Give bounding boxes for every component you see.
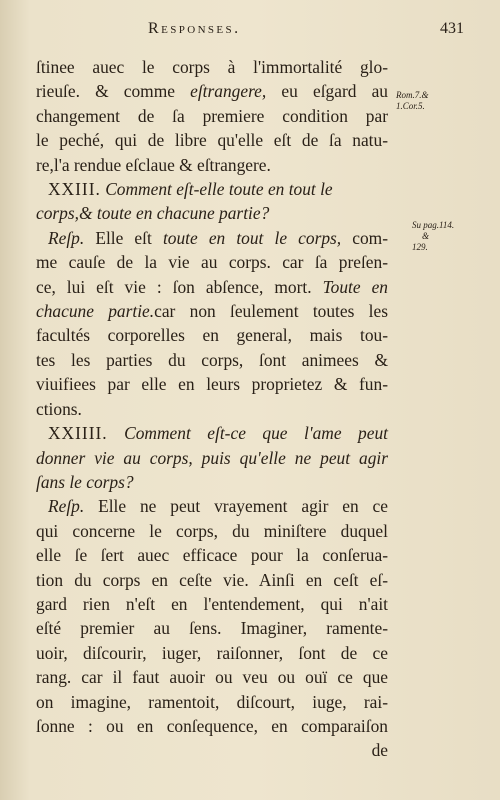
text-line: ſonne : ou en conſequence, en comparaiſon bbox=[36, 715, 388, 736]
text-line: rang. car il faut auoir ou veu ou ouï ce que bbox=[36, 667, 388, 688]
text-line: le peché, qui de libre qu'elle eſt de ſa natu- bbox=[36, 130, 388, 151]
resp-label: Reſp. bbox=[48, 496, 85, 517]
text-line: eſté premier au ſens. Imaginer, ramente- bbox=[36, 618, 388, 639]
catchword: de bbox=[371, 740, 388, 761]
text-line: rieuſe. & comme eſtrangere, eu eſgard au bbox=[36, 81, 388, 102]
text-line: qui concerne le corps, du miniſtere duquel bbox=[36, 520, 388, 541]
running-head: Responses. bbox=[148, 20, 241, 37]
text-line: uoir, diſcourir, iuger, raiſonner, ſont de ce bbox=[36, 642, 388, 663]
text-line: viuifiees par elle en leurs proprietez & fun- bbox=[36, 374, 388, 395]
text-line: on imagine, ramentoit, diſcourt, iuge, rai- bbox=[36, 691, 388, 712]
response-line: Reſp. Elle eſt toute en tout le corps, com- bbox=[48, 227, 388, 248]
response-line: Reſp. Elle ne peut vrayement agir en ce bbox=[48, 496, 388, 517]
question-24-line: donner vie au corps, puis qu'elle ne peut agir bbox=[36, 447, 388, 468]
text-line: re,l'a rendue eſclaue & eſtrangere. bbox=[36, 154, 271, 175]
margin-note-rom bbox=[396, 90, 456, 112]
margin-note-rom-line1: Rom.7.& bbox=[396, 90, 429, 100]
text-line: ctions. bbox=[36, 398, 82, 419]
question-number: XXIII. bbox=[48, 179, 101, 200]
question-23-heading: XXIII. Comment eſt-elle toute en tout le bbox=[48, 179, 333, 200]
text-line: ſtinee auec le corps à l'immortalité glo- bbox=[36, 57, 388, 77]
text-line: chacune partie.car non ſeulement toutes les bbox=[36, 301, 388, 322]
text-line: facultés corporelles en general, mais tou- bbox=[36, 325, 388, 346]
text-line: changement de ſa premiere condition par bbox=[36, 105, 388, 126]
margin-note-pag-line3: 129. bbox=[412, 242, 428, 252]
text-line: me cauſe de la vie au corps. car ſa preſen- bbox=[36, 252, 388, 273]
page-number: 431 bbox=[440, 20, 464, 37]
question-24-heading: XXIIII. Comment eſt-ce que l'ame peut bbox=[48, 423, 388, 444]
resp-label: Reſp. bbox=[48, 227, 85, 248]
question-24-line: ſans le corps? bbox=[36, 471, 134, 492]
question-number: XXIIII. bbox=[48, 423, 108, 444]
margin-note-pag-line2: & bbox=[422, 231, 430, 241]
margin-note-pag-line1: Su pag.114. bbox=[412, 220, 455, 230]
text-line: tion du corps en ceſte vie. Ainſi en ceſt eſ- bbox=[36, 569, 388, 590]
text-line: tes les parties du corps, ſont animees & bbox=[36, 349, 388, 370]
main-text bbox=[36, 55, 388, 763]
margin-note-pag bbox=[412, 220, 482, 253]
question-23-line: corps,& toute en chacune partie? bbox=[36, 203, 270, 224]
text-line: ce, lui eſt vie : ſon abſence, mort. Toute en bbox=[36, 276, 389, 297]
margin-note-rom-line2: 1.Cor.5. bbox=[396, 101, 425, 111]
text-line: elle ſe ſert auec efficace pour la conſerua- bbox=[36, 545, 388, 566]
text-line: gard rien n'eſt en l'entendement, qui n'ait bbox=[36, 593, 388, 614]
